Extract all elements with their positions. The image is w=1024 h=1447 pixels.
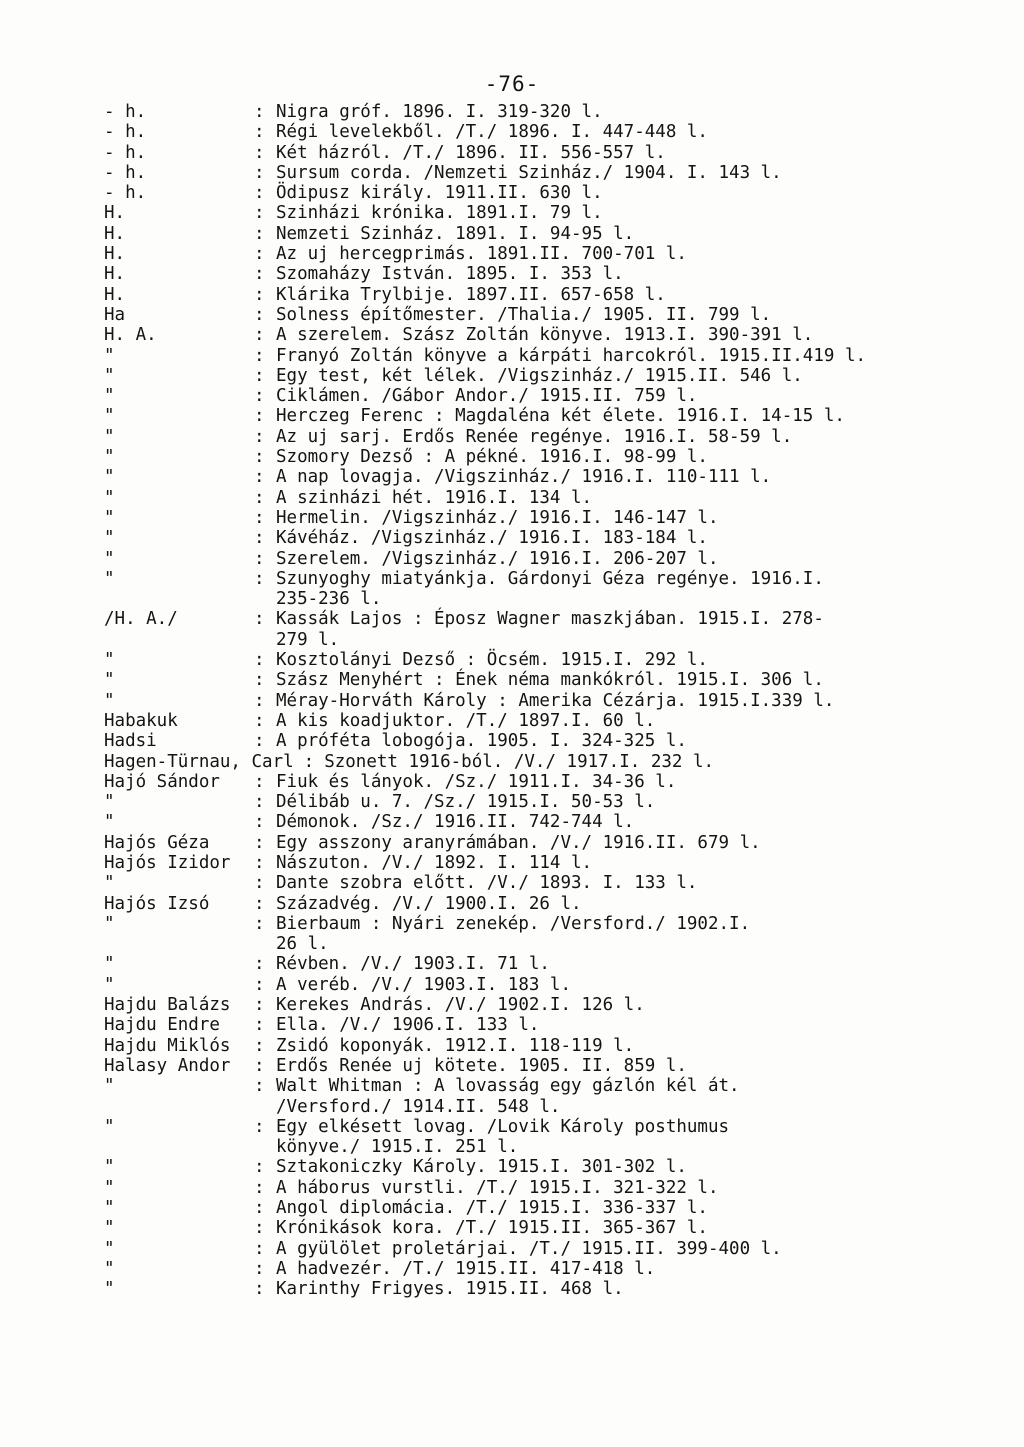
entry-separator: : [254,771,265,792]
entry-separator: : [254,873,265,894]
bibliography-entry [104,244,1004,264]
entry-author: Hajós Izsó [104,893,210,914]
entry-citation: Nemzeti Szinház. 1891. I. 94-95 l. [276,223,635,244]
entry-author: " [104,1177,115,1198]
entry-author: " [104,1076,115,1097]
entry-author: - h. [104,142,147,163]
entry-citation: Sursum corda. /Nemzeti Szinház./ 1904. I. 143 l. [276,162,782,183]
entry-citation: A nap lovagja. /Vigszinház./ 1916.I. 110-111 l. [276,467,772,488]
entry-separator: : [254,325,265,346]
entry-author: " [104,1238,115,1259]
entry-citation: Szunyoghy miatyánkja. Gárdonyi Géza regénye. 1916.I. [276,568,824,589]
entry-author: " [104,1279,115,1300]
entry-separator: : [254,690,265,711]
entry-separator: : [254,812,265,833]
entry-separator: : [254,974,265,995]
entry-separator: : [254,954,265,975]
entry-citation: Herczeg Ferenc : Magdaléna két élete. 1916.I. 14-15 l. [276,406,845,427]
entry-separator: : [254,528,265,549]
entry-separator: : [254,548,265,569]
bibliography-entry [104,670,1004,690]
entry-citation: A hadvezér. /T./ 1915.II. 417-418 l. [276,1258,656,1279]
bibliography-entry [104,711,1004,731]
entry-separator: : [254,244,265,265]
bibliography-entry [104,1178,1004,1198]
bibliography-entry [104,508,1004,528]
bibliography-entry [104,285,1004,305]
entry-author: " [104,812,115,833]
entry-separator: : [254,731,265,752]
entry-citation: Nászuton. /V./ 1892. I. 114 l. [276,852,593,873]
entry-citation: Sztakoniczky Károly. 1915.I. 301-302 l. [276,1157,687,1178]
entry-separator: : [254,264,265,285]
entry-separator: : [254,102,265,122]
bibliography-entry [104,873,1004,893]
entry-separator: : [254,1258,265,1279]
entry-separator: : [254,1035,265,1056]
entry-continuation: /Versford./ 1914.II. 548 l. [276,1096,561,1117]
entry-author: /H. A./ [104,609,178,630]
bibliography-entry [104,406,1004,426]
bibliography-entry [104,691,1004,711]
entry-citation: Klárika Trylbije. 1897.II. 657-658 l. [276,284,666,305]
entry-citation: Szász Menyhért : Ének néma mankókról. 1915.I. 306 l. [276,670,824,691]
entry-citation: Franyó Zoltán könyve a kárpáti harcokról. 1915.II.419 l. [276,345,867,366]
entry-author: Hajós Géza [104,832,210,853]
bibliography-entry [104,569,1004,589]
entry-author: Hajdu Balázs [104,995,231,1016]
bibliography-entry [104,305,1004,325]
bibliography-entry [104,914,1004,934]
entry-citation: Szonett 1916-ból. /V./ 1917.I. 232 l. [324,751,715,772]
bibliography-entry [104,752,1004,772]
entry-author: " [104,406,115,427]
entry-separator: : [254,1198,265,1219]
bibliography-entry [104,467,1004,487]
entry-author: " [104,1116,115,1137]
entry-author: Hadsi [104,731,157,752]
entry-separator: : [254,1055,265,1076]
entry-citation: Két házról. /T./ 1896. II. 556-557 l. [276,142,666,163]
bibliography-entry [104,1056,1004,1076]
bibliography-entry [104,183,1004,203]
bibliography-entry [104,650,1004,670]
entry-author: " [104,690,115,711]
entry-author: " [104,386,115,407]
entry-separator: : [254,223,265,244]
entry-separator: : [254,304,265,325]
entry-citation: Fiuk és lányok. /Sz./ 1911.I. 34-36 l. [276,771,677,792]
entry-citation: Szerelem. /Vigszinház./ 1916.I. 206-207 l. [276,548,719,569]
entry-author: Habakuk [104,710,178,731]
bibliography-entry [104,1239,1004,1259]
bibliography-entry [104,1036,1004,1056]
bibliography-entry [104,853,1004,873]
entry-author: " [104,447,115,468]
entry-author: Hajdu Endre [104,1015,220,1036]
entry-citation: Egy asszony aranyrámában. /V./ 1916.II. 679 l. [276,832,761,853]
entry-author: H. [104,203,126,224]
entry-author: H. [104,264,126,285]
entry-author: Ha [104,304,126,325]
entry-author: Hajó Sándor [104,771,220,792]
entry-separator: : [254,1177,265,1198]
entry-author: - h. [104,183,147,204]
bibliography-entry [104,122,1004,142]
entry-author: " [104,1157,115,1178]
entry-author: " [104,467,115,488]
entry-citation: A veréb. /V./ 1903.I. 183 l. [276,974,572,995]
entry-author: H. [104,284,126,305]
entry-citation: Nigra gróf. 1896. I. 319-320 l. [276,102,603,122]
entry-separator: : [254,995,265,1016]
bibliography-entry [104,325,1004,345]
entry-author: - h. [104,122,147,143]
entry-separator: : [254,710,265,731]
entry-author: " [104,913,115,934]
entry-citation: Walt Whitman : A lovasság egy gázlón kél át. [276,1076,740,1097]
bibliography-entry [104,1117,1004,1137]
entry-separator: : [254,568,265,589]
entry-separator: : [254,122,265,143]
entry-separator: : [254,1218,265,1239]
bibliography-entry [104,346,1004,366]
entry-separator: : [254,832,265,853]
entry-separator: : [254,365,265,386]
entry-author: " [104,507,115,528]
entry-citation: Solness építőmester. /Thalia./ 1905. II. 799 l. [276,304,772,325]
bibliography-entry [104,1157,1004,1177]
entry-author: " [104,568,115,589]
bibliography-entry [104,264,1004,284]
bibliography-entry [104,143,1004,163]
entry-author: Hagen-Türnau, Carl [104,751,294,772]
entry-citation: Szinházi krónika. 1891.I. 79 l. [276,203,603,224]
entry-citation: Kerekes András. /V./ 1902.I. 126 l. [276,995,645,1016]
bibliography-entry [104,224,1004,244]
entry-citation: Karinthy Frigyes. 1915.II. 468 l. [276,1279,624,1300]
entry-separator: : [254,467,265,488]
entry-separator: : [254,406,265,427]
bibliography-entry [104,1015,1004,1035]
bibliography-entry [104,203,1004,223]
entry-citation: A gyülölet proletárjai. /T./ 1915.II. 399-400 l. [276,1238,782,1259]
bibliography-entry [104,772,1004,792]
entry-separator: : [254,609,265,630]
entry-citation: Délibáb u. 7. /Sz./ 1915.I. 50-53 l. [276,792,656,813]
entry-author: " [104,528,115,549]
bibliography-entry [104,447,1004,467]
entry-author: - h. [104,162,147,183]
entry-author: H. [104,244,126,265]
entry-citation: Dante szobra előtt. /V./ 1893. I. 133 l. [276,873,698,894]
entry-author: " [104,426,115,447]
entry-separator: : [254,1157,265,1178]
entry-separator: : [254,426,265,447]
entry-continuation: könyve./ 1915.I. 251 l. [276,1137,519,1158]
entry-author: " [104,487,115,508]
entry-separator: : [254,203,265,224]
bibliography-entry [104,366,1004,386]
entry-separator: : [254,1015,265,1036]
bibliography-entry [104,609,1004,629]
entry-author: H. A. [104,325,157,346]
entry-separator: : [254,183,265,204]
bibliography-entry [104,488,1004,508]
bibliography-entry [104,1259,1004,1279]
entry-separator: : [254,345,265,366]
bibliography-entry [104,731,1004,751]
entry-author: " [104,548,115,569]
entry-continuation: 235-236 l. [276,589,382,610]
entry-citation: A próféta lobogója. 1905. I. 324-325 l. [276,731,687,752]
entry-separator: : [254,507,265,528]
entry-author: " [104,1198,115,1219]
page-number: -76- [484,72,540,96]
entry-citation: Krónikások kora. /T./ 1915.II. 365-367 l. [276,1218,708,1239]
entry-citation: Egy elkésett lovag. /Lovik Károly posthumus [276,1116,730,1137]
entry-citation: A háborus vurstli. /T./ 1915.I. 321-322 l. [276,1177,719,1198]
entry-author: " [104,345,115,366]
entry-citation: Kassák Lajos : Éposz Wagner maszkjában. 1915.I. 278- [276,609,824,630]
bibliography-entry [104,549,1004,569]
entry-separator: : [254,913,265,934]
entry-citation: A szerelem. Szász Zoltán könyve. 1913.I. 390-391 l. [276,325,814,346]
entry-citation: Ella. /V./ 1906.I. 133 l. [276,1015,540,1036]
bibliography-entry [104,894,1004,914]
bibliography-entry [104,1198,1004,1218]
entry-separator: : [254,1238,265,1259]
entry-author: " [104,650,115,671]
entry-separator: : [254,487,265,508]
entry-citation: Zsidó koponyák. 1912.I. 118-119 l. [276,1035,635,1056]
entry-citation: Révben. /V./ 1903.I. 71 l. [276,954,550,975]
bibliography-entry [104,995,1004,1015]
bibliography-entry [104,975,1004,995]
entry-author: " [104,873,115,894]
bibliography-entry [104,1076,1004,1096]
entry-citation: Ciklámen. /Gábor Andor./ 1915.II. 759 l. [276,386,698,407]
entry-separator: : [254,284,265,305]
entry-continuation: 279 l. [276,629,340,650]
bibliography-entry [104,427,1004,447]
entry-citation: Az uj sarj. Erdős Renée regénye. 1916.I. 58-59 l. [276,426,793,447]
entry-separator: : [254,1116,265,1137]
entry-citation: Hermelin. /Vigszinház./ 1916.I. 146-147 l. [276,507,719,528]
entry-author: Hajós Izidor [104,852,231,873]
entry-separator: : [254,447,265,468]
entry-author: - h. [104,102,147,122]
entry-citation: Kosztolányi Dezső : Öcsém. 1915.I. 292 l. [276,650,708,671]
entry-separator: : [254,1279,265,1300]
entry-citation: Századvég. /V./ 1900.I. 26 l. [276,893,582,914]
bibliography-entry [104,386,1004,406]
entry-citation: Méray-Horváth Károly : Amerika Cézárja. 1915.I.339 l. [276,690,835,711]
entry-author: " [104,974,115,995]
entry-citation: A szinházi hét. 1916.I. 134 l. [276,487,593,508]
entry-citation: Erdős Renée uj kötete. 1905. II. 859 l. [276,1055,687,1076]
bibliography-list [104,102,1004,1300]
bibliography-entry [104,528,1004,548]
bibliography-entry [104,163,1004,183]
entry-separator: : [254,162,265,183]
entry-citation: Szomaházy István. 1895. I. 353 l. [276,264,624,285]
bibliography-entry [104,1218,1004,1238]
entry-author: " [104,954,115,975]
entry-citation: Angol diplomácia. /T./ 1915.I. 336-337 l. [276,1198,708,1219]
entry-author: " [104,1218,115,1239]
entry-separator: : [254,893,265,914]
bibliography-entry [104,833,1004,853]
entry-separator: : [254,650,265,671]
entry-separator: : [254,852,265,873]
entry-author: Halasy Andor [104,1055,231,1076]
entry-citation: Ödipusz király. 1911.II. 630 l. [276,183,603,204]
bibliography-entry [104,102,1004,122]
bibliography-entry [104,792,1004,812]
entry-citation: Egy test, két lélek. /Vigszinház./ 1915.II. 546 l. [276,365,803,386]
entry-citation: Régi levelekből. /T./ 1896. I. 447-448 l. [276,122,708,143]
entry-author: " [104,670,115,691]
entry-separator: : [254,670,265,691]
entry-separator: : [254,142,265,163]
bibliography-entry [104,812,1004,832]
entry-separator: : [303,751,315,772]
entry-citation: Szomory Dezső : A pékné. 1916.I. 98-99 l. [276,447,708,468]
entry-citation: A kis koadjuktor. /T./ 1897.I. 60 l. [276,710,656,731]
entry-citation: Bierbaum : Nyári zenekép. /Versford./ 1902.I. [276,913,751,934]
entry-citation: Démonok. /Sz./ 1916.II. 742-744 l. [276,812,635,833]
entry-separator: : [254,386,265,407]
entry-separator: : [254,792,265,813]
entry-author: " [104,1258,115,1279]
entry-citation: Kávéház. /Vigszinház./ 1916.I. 183-184 l. [276,528,708,549]
entry-continuation: 26 l. [276,934,329,955]
entry-separator: : [254,1076,265,1097]
entry-author: Hajdu Miklós [104,1035,231,1056]
entry-author: H. [104,223,126,244]
bibliography-entry [104,954,1004,974]
entry-author: " [104,792,115,813]
entry-author: " [104,365,115,386]
entry-citation: Az uj hercegprimás. 1891.II. 700-701 l. [276,244,687,265]
bibliography-entry [104,1279,1004,1299]
